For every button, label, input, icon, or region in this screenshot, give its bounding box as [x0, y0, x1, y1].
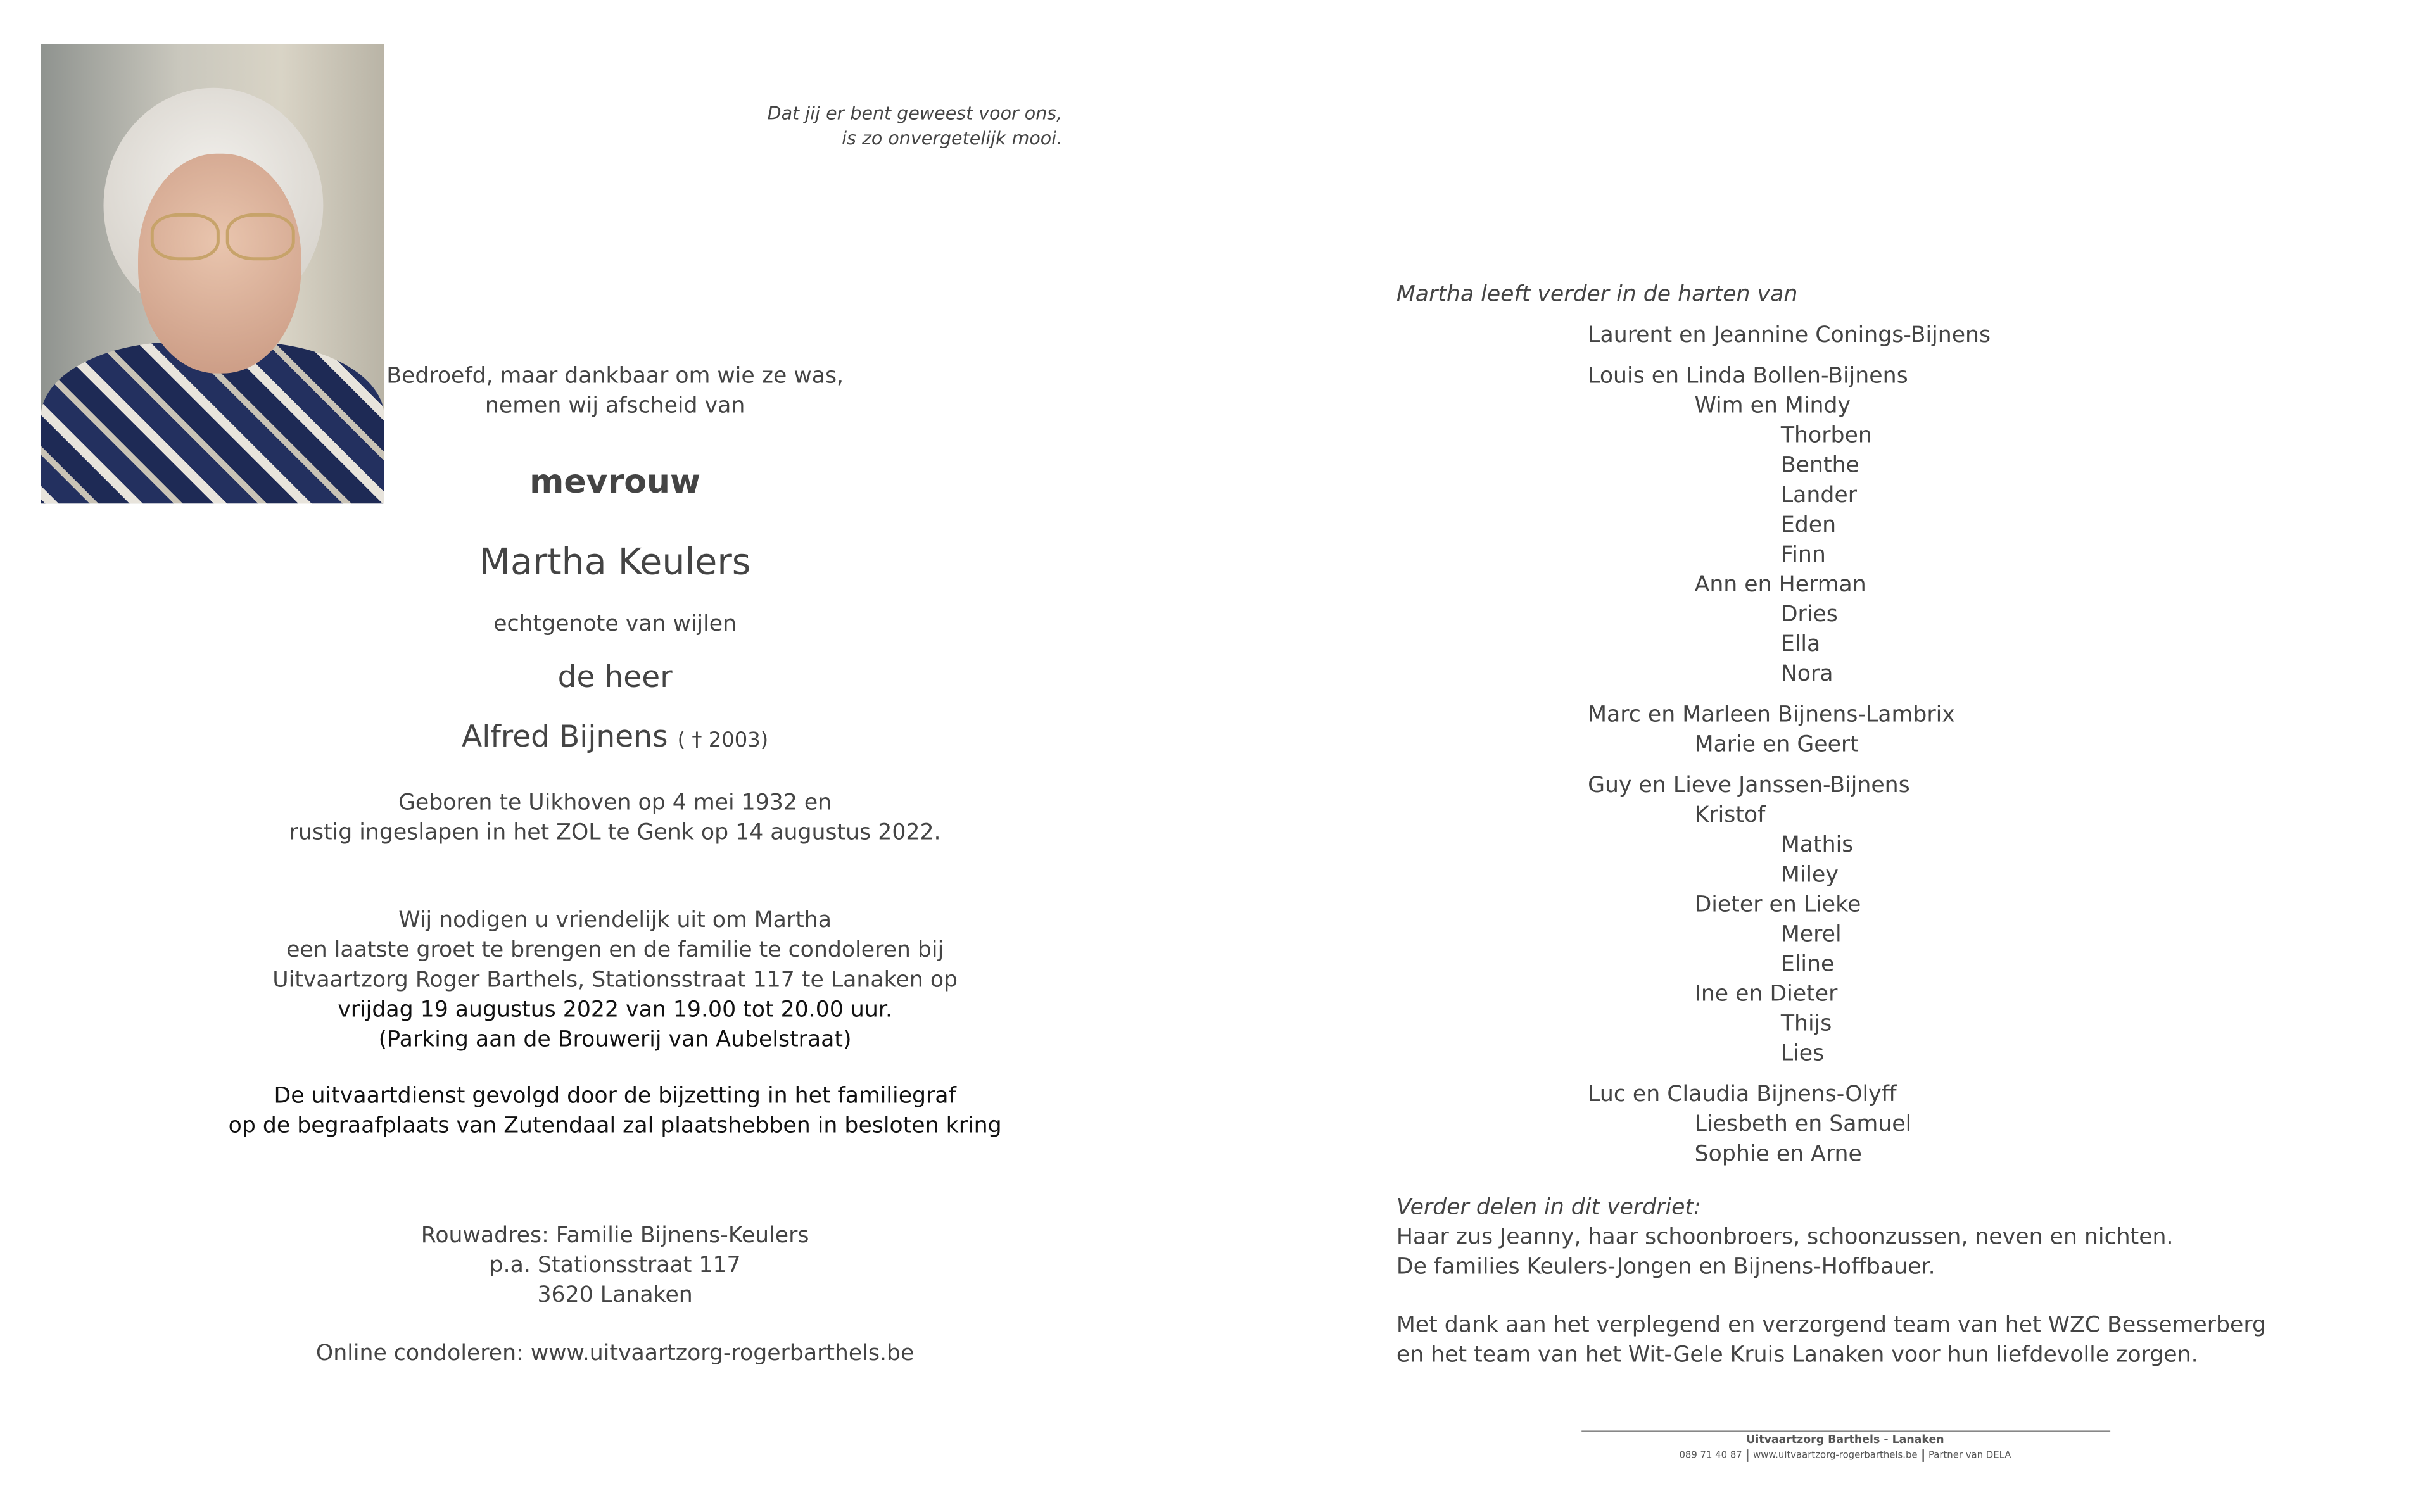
address-line: Rouwadres: Familie Bijnens-Keulers	[421, 1223, 809, 1249]
footer-partner: Partner van DELA	[1928, 1450, 2011, 1461]
others-line: De families Keulers-Jongen en Bijnens-Hoffbauer.	[1396, 1254, 1935, 1280]
footer-website[interactable]: www.uitvaartzorg-rogerbarthels.be	[1753, 1450, 1918, 1461]
invite-line: Uitvaartzorg Roger Barthels, Stationsstraat 117 te Lanaken op	[272, 967, 958, 993]
family-member: Finn	[1780, 543, 1826, 568]
family-member: Mathis	[1780, 833, 1854, 859]
footer-company: Uitvaartzorg Barthels - Lanaken	[1746, 1433, 1944, 1447]
poem-line: Dat jij er bent geweest voor ons,	[767, 102, 1063, 124]
family-member: Miley	[1780, 862, 1839, 888]
parking: (Parking aan de Brouwerij van Aubelstraat)	[378, 1027, 852, 1053]
family-member: Nora	[1780, 662, 1834, 688]
birth-line: rustig ingeslapen in het ZOL te Genk op 14 augustus 2022.	[289, 820, 941, 846]
invite-line: een laatste groet te brengen en de familie te condoleren bij	[286, 938, 944, 964]
spouse-name: Alfred Bijnens	[462, 720, 668, 755]
deceased-name: Martha Keulers	[479, 543, 751, 584]
footer-contact	[1679, 1449, 2011, 1462]
birth-line: Geboren te Uikhoven op 4 mei 1932 en	[398, 790, 832, 816]
others-line: Haar zus Jeanny, haar schoonbroers, schoonzussen, neven en nichten.	[1396, 1225, 2174, 1251]
funeral-line: De uitvaartdienst gevolgd door de bijzetting in het familiegraf	[274, 1083, 956, 1109]
spouse-death: ( † 2003)	[677, 729, 769, 753]
thanks-line: Met dank aan het verplegend en verzorgend team van het WZC Bessemerberg	[1396, 1313, 2267, 1339]
family-member: Thijs	[1780, 1011, 1832, 1037]
address-line: 3620 Lanaken	[537, 1283, 693, 1309]
family-member: Ine en Dieter	[1694, 981, 1838, 1007]
family-member: Marc en Marleen Bijnens-Lambrix	[1588, 702, 1955, 728]
family-member: Eline	[1780, 952, 1835, 978]
family-member: Merel	[1780, 922, 1842, 948]
address-line: p.a. Stationsstraat 117	[489, 1253, 741, 1279]
family-member: Liesbeth en Samuel	[1694, 1112, 1912, 1138]
family-member: Ella	[1780, 632, 1821, 658]
thanks-line: en het team van het Wit-Gele Kruis Lanaken voor hun liefdevolle zorgen.	[1396, 1342, 2198, 1368]
footer-phone: 089 71 40 87	[1679, 1450, 1742, 1461]
family-member: Benthe	[1780, 453, 1859, 479]
family-member: Lies	[1780, 1041, 1825, 1067]
portrait-photo	[41, 44, 384, 503]
poem-line: is zo onvergetelijk mooi.	[842, 127, 1063, 149]
family-member: Dries	[1780, 602, 1838, 627]
family-member: Eden	[1780, 513, 1837, 538]
spouse-title: de heer	[557, 660, 673, 695]
intro-line: nemen wij afscheid van	[484, 393, 745, 419]
spouse-line	[462, 720, 769, 755]
family-member: Thorben	[1780, 423, 1872, 449]
family-member: Guy en Lieve Janssen-Bijnens	[1588, 773, 1910, 798]
family-member: Luc en Claudia Bijnens-Olyff	[1588, 1082, 1897, 1108]
invite-line: Wij nodigen u vriendelijk uit om Martha	[398, 908, 832, 934]
family-member: Dieter en Lieke	[1694, 892, 1861, 918]
family-heading: Martha leeft verder in de harten van	[1396, 282, 1798, 308]
online-condolence: Online condoleren: www.uitvaartzorg-rogerbarthels.be	[315, 1341, 915, 1366]
family-member: Lander	[1780, 483, 1858, 508]
intro-line: Bedroefd, maar dankbaar om wie ze was,	[386, 363, 844, 389]
title: mevrouw	[529, 462, 701, 501]
family-member: Ann en Herman	[1694, 572, 1866, 598]
invite-date: vrijdag 19 augustus 2022 van 19.00 tot 20.00 uur.	[338, 997, 893, 1023]
relation: echtgenote van wijlen	[493, 612, 737, 637]
family-member: Laurent en Jeannine Conings-Bijnens	[1588, 323, 1991, 348]
family-member: Louis en Linda Bollen-Bijnens	[1588, 363, 1908, 389]
family-member: Kristof	[1694, 803, 1766, 829]
funeral-line: op de begraafplaats van Zutendaal zal plaatshebben in besloten kring	[228, 1113, 1002, 1139]
family-member: Sophie en Arne	[1694, 1142, 1862, 1168]
others-heading: Verder delen in dit verdriet:	[1396, 1195, 1701, 1221]
family-member: Marie en Geert	[1694, 732, 1859, 758]
footer-divider	[1581, 1430, 2110, 1432]
family-member: Wim en Mindy	[1694, 393, 1851, 419]
